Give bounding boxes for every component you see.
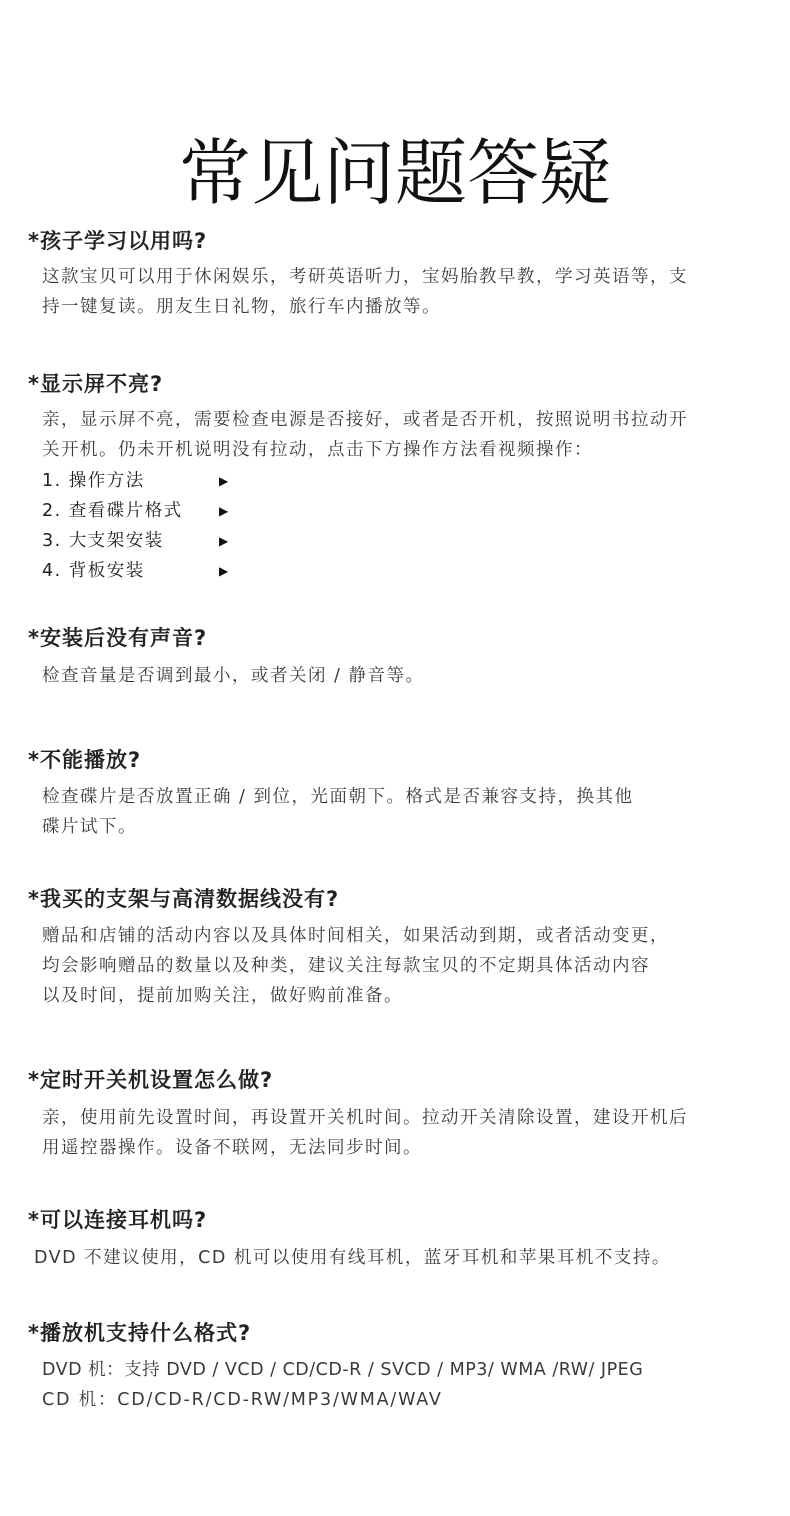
faq-answer-screen-not-lit [42,405,767,465]
faq-question-formats: *播放机支持什么格式? [28,1321,252,1345]
answer-line: 碟片试下。 [42,817,137,837]
answer-line: 检查音量是否调到最小，或者关闭 / 静音等。 [42,666,425,686]
faq-answer-kids-learning [42,262,767,322]
answer-line: 关开机。仍未开机说明没有拉动，点击下方操作方法看视频操作： [42,440,593,460]
play-arrow-icon: ▶ [219,474,230,488]
answer-line: 均会影响赠品的数量以及种类，建议关注每款宝贝的不定期具体活动内容 [42,956,650,976]
answer-line: 赠品和店铺的活动内容以及具体时间相关，如果活动到期，或者活动变更， [42,926,669,946]
faq-question-no-sound: *安装后没有声音? [28,626,208,650]
faq-question-screen-not-lit: *显示屏不亮? [28,372,164,396]
step-link-disc-format[interactable] [42,496,242,526]
faq-answer-cannot-play [42,782,767,842]
faq-question-cannot-play: *不能播放? [28,748,142,772]
page-title: 常见问题答疑 [178,131,611,216]
step-link-large-stand[interactable] [42,526,242,556]
answer-line: 这款宝贝可以用于休闲娱乐，考研英语听力，宝妈胎教早教，学习英语等，支 [42,267,688,287]
faq-answer-formats [42,1355,767,1415]
answer-line: 亲，显示屏不亮，需要检查电源是否接好，或者是否开机，按照说明书拉动开 [42,410,688,430]
step-label: 3. 大支架安装 [42,531,164,551]
answer-line: 持一键复读。朋友生日礼物，旅行车内播放等。 [42,297,441,317]
answer-line: 亲，使用前先设置时间，再设置开关机时间。拉动开关清除设置，建设开机后 [42,1108,688,1128]
video-steps-list [42,466,242,586]
step-link-back-panel[interactable] [42,556,242,586]
faq-question-timer-power: *定时开关机设置怎么做? [28,1068,274,1092]
answer-line: CD 机：CD/CD-R/CD-RW/MP3/WMA/WAV [42,1390,443,1410]
step-label: 2. 查看碟片格式 [42,501,183,521]
step-label: 1. 操作方法 [42,471,145,491]
faq-question-headphones: *可以连接耳机吗? [28,1208,208,1232]
step-label: 4. 背板安装 [42,561,145,581]
answer-line: 检查碟片是否放置正确 / 到位，光面朝下。格式是否兼容支持，换其他 [42,787,634,807]
faq-question-kids-learning: *孩子学习以用吗? [28,229,208,253]
answer-line: 以及时间，提前加购关注，做好购前准备。 [42,986,403,1006]
answer-line: DVD 不建议使用，CD 机可以使用有线耳机，蓝牙耳机和苹果耳机不支持。 [34,1248,671,1268]
faq-answer-timer-power [42,1103,767,1163]
play-arrow-icon: ▶ [219,534,230,548]
step-link-operation-method[interactable] [42,466,242,496]
faq-answer-missing-accessories [42,921,767,1011]
faq-answer-no-sound [42,661,767,691]
faq-answer-headphones [34,1243,759,1273]
play-arrow-icon: ▶ [219,504,230,518]
answer-line: 用遥控器操作。设备不联网，无法同步时间。 [42,1138,422,1158]
answer-line: DVD 机：支持 DVD / VCD / CD/CD-R / SVCD / MP3/ WMA /RW/ JPEG [42,1360,644,1380]
faq-question-missing-accessories: *我买的支架与高清数据线没有? [28,887,340,911]
play-arrow-icon: ▶ [219,564,230,578]
